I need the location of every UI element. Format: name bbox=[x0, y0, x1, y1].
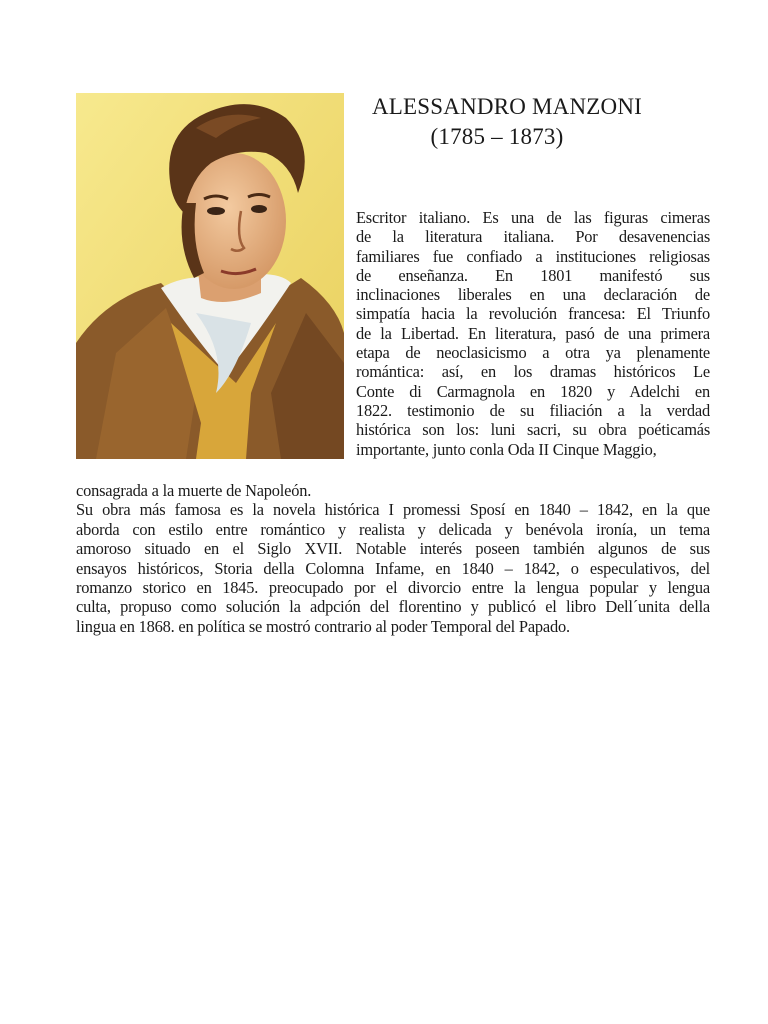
page-title bbox=[372, 92, 643, 152]
biography-paragraph-full bbox=[76, 481, 710, 636]
author-name: ALESSANDRO MANZONI bbox=[372, 94, 643, 119]
text-line: familiares fue confiado a instituciones religiosas bbox=[356, 246, 710, 266]
text-line: culta, propuso como solución la adpción del florentino y publicó el libro Dell´unita della bbox=[76, 597, 710, 617]
text-line: Escritor italiano. Es una de las figuras cimeras bbox=[356, 208, 710, 227]
text-line: histórica son los: luni sacri, su obra poéticamás bbox=[356, 420, 710, 440]
text-line: importante, junto conla Oda II Cinque Maggio, bbox=[356, 439, 657, 459]
text-line: ensayos históricos, Storia della Colomna Infame, en 1840 – 1842, o especulativos, del bbox=[76, 558, 710, 578]
biography-paragraph-right bbox=[356, 208, 710, 459]
text-line: romántica: así, en los dramas históricos Le bbox=[356, 362, 710, 382]
text-line: consagrada a la muerte de Napoleón. bbox=[76, 481, 312, 500]
text-line: lingua en 1868. en política se mostró contrario al poder Temporal del Papado. bbox=[76, 616, 570, 636]
portrait-illustration bbox=[76, 93, 344, 459]
text-line: Conte di Carmagnola en 1820 y Adelchi en bbox=[356, 381, 710, 401]
text-line: aborda con estilo entre romántico y realista y delicada y benévola ironía, un tema bbox=[76, 519, 710, 539]
text-line: romanzo storico en 1845. preocupado por el divorcio entre la lengua popular y lengua bbox=[76, 578, 710, 598]
text-line: simpatía hacia la revolución francesa: El Triunfo bbox=[356, 304, 710, 324]
text-line: de enseñanza. En 1801 manifestó sus bbox=[356, 265, 710, 285]
portrait-image bbox=[76, 93, 344, 459]
text-line: de la Libertad. En literatura, pasó de una primera bbox=[356, 323, 710, 343]
text-line: inclinaciones liberales en una declaración de bbox=[356, 285, 710, 305]
text-line: amoroso situado en el Siglo XVII. Notable interés poseen también algunos de sus bbox=[76, 539, 710, 559]
author-dates: (1785 – 1873) bbox=[430, 124, 564, 149]
text-line: etapa de neoclasicismo a otra ya plenamente bbox=[356, 343, 710, 363]
text-line: Su obra más famosa es la novela histórica I promessi Sposí en 1840 – 1842, en la que bbox=[76, 500, 710, 520]
text-line: 1822. testimonio de su filiación a la verdad bbox=[356, 400, 710, 420]
text-line: de la literatura italiana. Por desavenencias bbox=[356, 227, 710, 247]
